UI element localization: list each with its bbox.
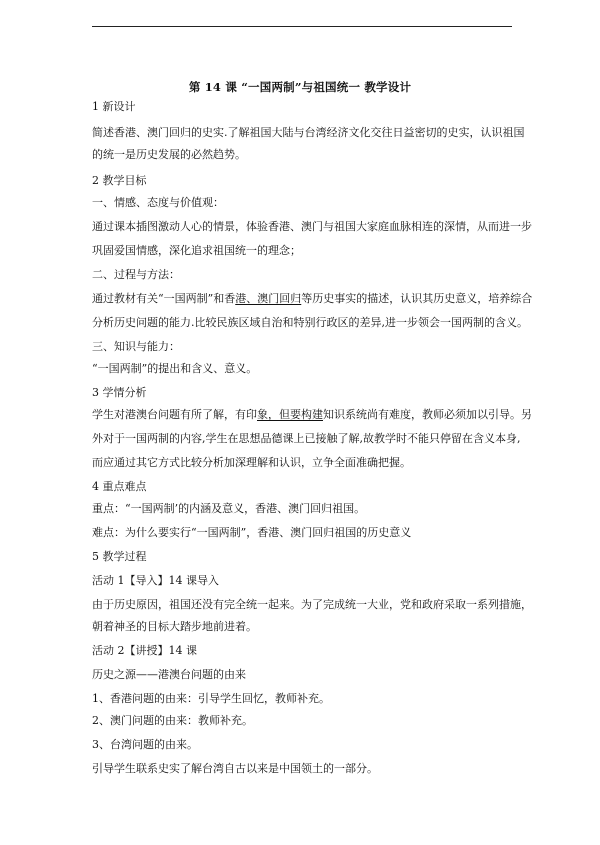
section-1-line-2: 的统一是历史发展的必然趋势。 [92,148,246,161]
section-1-line-1: 简述香港、澳门回归的史实.了解祖国大陆与台湾经济文化交往日益密切的史实，认识祖国 [92,126,525,139]
section-5-heading: 5 教学过程 [92,550,147,563]
objective-1-line-1: 通过课本插图激动人心的情景，体验香港、澳门与祖国大家庭血脉相连的深情，从而进一步 [92,220,532,233]
activity-1-line-1: 由于历史原因，祖国还没有完全统一起来。为了完成统一大业，党和政府采取一系列措施， [92,598,532,611]
section-4-heading: 4 重点难点 [92,480,147,493]
section-3-line-1-part-c: 知识系统尚有难度，教师必须加以引导。另 [323,408,532,421]
activity-1-line-2: 朝着神圣的目标大踏步地前进着。 [92,620,257,633]
top-rule [92,26,512,27]
section-1-heading: 1 新设计 [92,100,136,113]
difficult-point: 难点：为什么要实行“一国两制”，香港、澳门回归祖国的历史意义 [92,526,412,539]
objective-1-heading: 一、情感、态度与价值观： [92,196,224,209]
section-3-heading: 3 学情分析 [92,386,147,399]
objective-2-line-1-part-a: 通过教材有关“一国两制”和香 [92,292,236,305]
section-3-line-1 [92,408,532,422]
activity-2-subheading: 历史之源——港澳台问题的由来 [92,668,246,681]
objective-3-line-1: “一国两制”的提出和含义、意义。 [92,362,258,375]
section-3-line-2: 外对于一国两制的内容,学生在思想品德课上已接触了解,故教学时不能只停留在含义本身, [92,432,521,445]
section-3-line-1-part-a: 学生对港澳台问题有所了解，有印 [92,408,257,421]
section-3-line-1-underlined: 象，但要构建 [257,408,323,421]
list-item-hong-kong: 1、香港问题的由来：引导学生回忆，教师补充。 [92,692,330,705]
section-3-line-3: 而应通过其它方式比较分析加深理解和认识，立争全面准确把握。 [92,456,411,469]
objective-2-line-1-underlined: 港、澳门回归 [235,292,302,305]
objective-2-heading: 二、过程与方法： [92,268,180,281]
key-point: 重点：“一国两制’的内涵及意义，香港、澳门回归祖国。 [92,502,366,515]
objective-2-line-1-part-c: 等历史事实的描述，认识其历史意义，培养综合 [301,292,533,305]
activity-1-heading: 活动 1【导入】14 课导入 [92,574,219,587]
closing-line: 引导学生联系史实了解台湾自古以来是中国领土的一部分。 [92,762,378,775]
activity-2-heading: 活动 2【讲授】14 课 [92,644,197,657]
list-item-macau: 2、澳门问题的由来：教师补充。 [92,714,253,727]
section-2-heading: 2 教学目标 [92,174,147,187]
objective-1-line-2: 巩固爱国情感，深化追求祖国统一的理念； [92,244,301,257]
objective-2-line-2: 分析历史问题的能力.比较民族区域自治和特别行政区的差异,进一步领会一国两制的含义。 [92,316,528,329]
list-item-taiwan: 3、台湾问题的由来。 [92,738,198,751]
document-title: 第 14 课 “一国两制”与祖国统一 教学设计 [188,80,412,94]
objective-2-line-1 [92,292,532,306]
objective-3-heading: 三、知识与能力： [92,340,180,353]
